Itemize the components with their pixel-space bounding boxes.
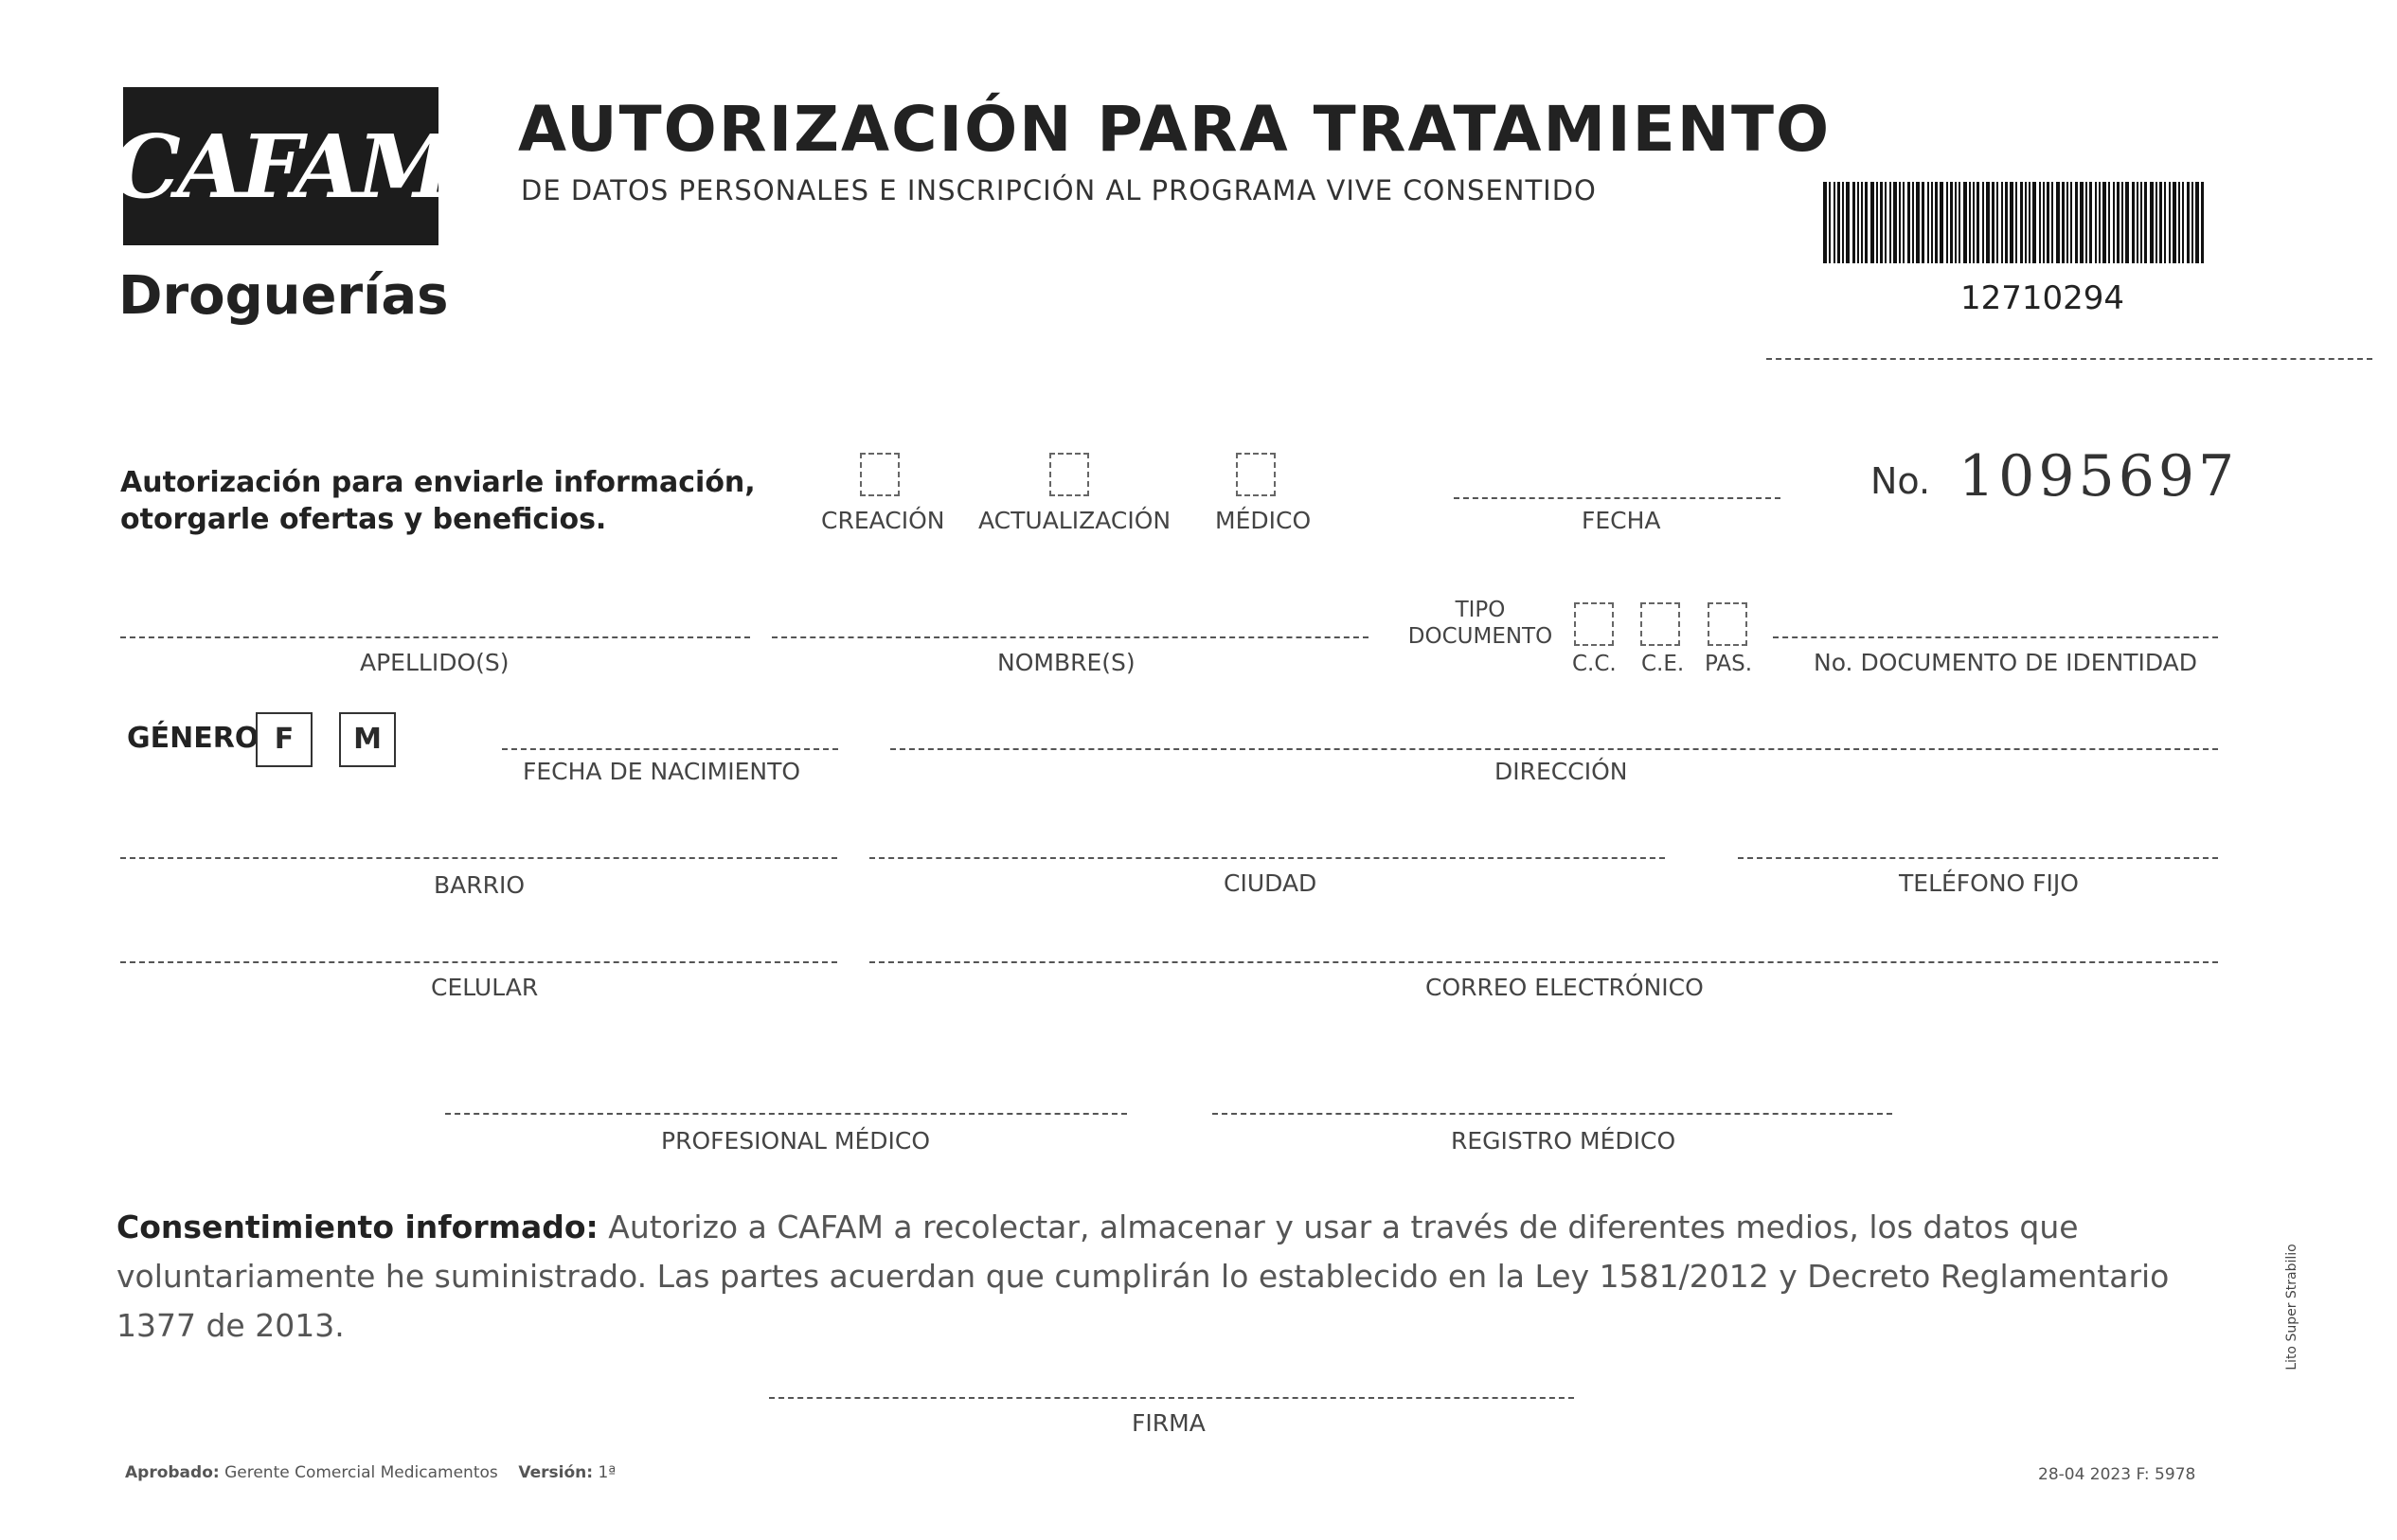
barcode-bar: [2150, 182, 2154, 263]
celular-label: CELULAR: [431, 974, 539, 1001]
barcode-bar: [1940, 182, 1943, 263]
tipo-documento-label: TIPO DOCUMENTO: [1407, 598, 1553, 649]
barcode-bar: [2140, 182, 2142, 263]
barcode-bar: [1982, 182, 1984, 263]
form-number-value: 1095697: [1959, 443, 2239, 510]
barcode-bar: [1916, 182, 1920, 263]
barcode-bar: [1996, 182, 1998, 263]
logo-subtitle: Droguerías: [118, 265, 449, 327]
ciudad-field[interactable]: [869, 857, 1665, 859]
creacion-label: CREACIÓN: [821, 507, 945, 534]
no-documento-label: No. DOCUMENTO DE IDENTIDAD: [1814, 649, 2198, 676]
barrio-field[interactable]: [120, 857, 837, 859]
barcode-bar: [2032, 182, 2036, 263]
barcode-bar: [2015, 182, 2017, 263]
barcode-bar: [1889, 182, 1891, 263]
barcode-bar: [1977, 182, 1979, 263]
authorization-text-line1: Autorización para enviarle información,: [120, 466, 756, 499]
barcode-bar: [2039, 182, 2041, 263]
barcode-bar: [1876, 182, 1878, 263]
barcode-bar: [1931, 182, 1933, 263]
authorization-text: [120, 464, 756, 538]
barcode-bar: [1857, 182, 1859, 263]
barcode-bar: [1992, 182, 1995, 263]
barcode-bar: [2102, 182, 2106, 263]
barcode-bar: [1852, 182, 1855, 263]
registro-medico-field[interactable]: [1212, 1113, 1892, 1115]
barcode-bar: [1912, 182, 1914, 263]
barcode-bar: [2187, 182, 2190, 263]
version-value: 1ª: [598, 1463, 617, 1482]
barcode-bar: [2182, 182, 2184, 263]
barcode-bar: [2137, 182, 2138, 263]
barcode-bar: [2005, 182, 2008, 263]
header-divider: [1766, 358, 2372, 360]
consent-label: Consentimiento informado:: [116, 1209, 599, 1245]
celular-field[interactable]: [120, 961, 837, 963]
barcode-bar: [2201, 182, 2204, 263]
ce-checkbox[interactable]: [1640, 602, 1680, 646]
fecha-field[interactable]: [1454, 497, 1780, 499]
barcode-bar: [2056, 182, 2060, 263]
barcode-bar: [2108, 182, 2110, 263]
cc-checkbox[interactable]: [1574, 602, 1614, 646]
barcode-bar: [2125, 182, 2129, 263]
barcode-bar: [2051, 182, 2053, 263]
direccion-field[interactable]: [890, 748, 2218, 750]
fecha-nacimiento-label: FECHA DE NACIMIENTO: [523, 758, 801, 785]
barcode-bar: [1922, 182, 1924, 263]
barcode-bar: [2144, 182, 2147, 263]
barcode-bar: [2164, 182, 2166, 263]
barcode-bar: [2025, 182, 2027, 263]
barcode-bar: [1899, 182, 1901, 263]
barcode-bar: [1927, 182, 1929, 263]
barcode-bar: [2020, 182, 2023, 263]
correo-field[interactable]: [869, 961, 2218, 963]
firma-field[interactable]: [769, 1397, 1574, 1399]
printer-mark: [2273, 1203, 2311, 1411]
barcode-bar: [1955, 182, 1957, 263]
barcode-image: [1823, 182, 2204, 263]
barcode-bar: [2075, 182, 2078, 263]
genero-label: GÉNERO: [127, 722, 259, 755]
barcode-bar: [2070, 182, 2072, 263]
direccion-label: DIRECCIÓN: [1494, 758, 1628, 785]
correo-label: CORREO ELECTRÓNICO: [1425, 974, 1704, 1001]
barcode-bar: [1907, 182, 1910, 263]
barcode-bar: [1829, 182, 1831, 263]
actualizacion-label: ACTUALIZACIÓN: [978, 507, 1172, 534]
medico-checkbox[interactable]: [1236, 453, 1276, 496]
fecha-nacimiento-field[interactable]: [502, 748, 838, 750]
ce-label: C.E.: [1641, 652, 1685, 676]
profesional-medico-field[interactable]: [445, 1113, 1127, 1115]
fecha-label: FECHA: [1582, 507, 1661, 534]
medico-label: MÉDICO: [1215, 507, 1312, 534]
barcode-bar: [2156, 182, 2157, 263]
barcode-bar: [2080, 182, 2084, 263]
no-documento-field[interactable]: [1773, 636, 2218, 638]
barcode-bar: [2029, 182, 2030, 263]
genero-m-box[interactable]: M: [339, 712, 396, 767]
barcode-bar: [2159, 182, 2162, 263]
firma-label: FIRMA: [1132, 1409, 1206, 1437]
barcode-bar: [1837, 182, 1840, 263]
consent-paragraph: [116, 1203, 2247, 1351]
barcode-bar: [2095, 182, 2097, 263]
barcode-bar: [2191, 182, 2193, 263]
barcode-bar: [1842, 182, 1844, 263]
barcode-bar: [1963, 182, 1967, 263]
profesional-medico-label: PROFESIONAL MÉDICO: [661, 1127, 931, 1155]
barcode-bar: [1969, 182, 1971, 263]
barcode-bar: [2195, 182, 2199, 263]
registro-medico-label: REGISTRO MÉDICO: [1451, 1127, 1676, 1155]
consent-text: Autorizo a CAFAM a recolectar, almacenar y usar a través de diferentes medios, los datos que voluntariamente he suministrado. Las partes acuerdan que cumplirán lo establecido en la Ley 1581/2012 y Decreto Reglamentario 1377 de 2013.: [116, 1209, 2170, 1344]
barcode-bar: [1946, 182, 1948, 263]
barcode-bar: [1935, 182, 1938, 263]
nombres-label: NOMBRE(S): [997, 649, 1136, 676]
barcode-bar: [2062, 182, 2065, 263]
form-title: AUTORIZACIÓN PARA TRATAMIENTO: [518, 93, 1832, 166]
barcode-bar: [1870, 182, 1874, 263]
barcode-bar: [2113, 182, 2115, 263]
barcode-bar: [2010, 182, 2013, 263]
barcode-bar: [2047, 182, 2049, 263]
barrio-label: BARRIO: [434, 871, 526, 899]
barcode-bar: [1950, 182, 1953, 263]
barcode-bar: [1861, 182, 1863, 263]
barcode-bar: [2132, 182, 2135, 263]
nombres-field[interactable]: [772, 636, 1368, 638]
barcode-bar: [2001, 182, 2003, 263]
barcode-bar: [1834, 182, 1835, 263]
barcode-bar: [2043, 182, 2045, 263]
barcode-bar: [1865, 182, 1868, 263]
actualizacion-checkbox[interactable]: [1049, 453, 1089, 496]
barcode-bar: [1959, 182, 1960, 263]
barcode-number: 12710294: [1960, 279, 2125, 317]
barcode-bar: [2066, 182, 2068, 263]
pas-checkbox[interactable]: [1708, 602, 1747, 646]
barcode-bar: [2085, 182, 2087, 263]
barcode-bar: [1893, 182, 1897, 263]
telefono-fijo-label: TELÉFONO FIJO: [1899, 869, 2079, 897]
apellidos-field[interactable]: [120, 636, 750, 638]
form-subtitle: DE DATOS PERSONALES E INSCRIPCIÓN AL PROGRAMA VIVE CONSENTIDO: [521, 174, 1597, 206]
aprobado-label: Aprobado:: [125, 1463, 220, 1482]
barcode-bar: [1823, 182, 1827, 263]
aprobado-value: Gerente Comercial Medicamentos: [224, 1463, 498, 1482]
ciudad-label: CIUDAD: [1224, 869, 1317, 897]
version-label: Versión:: [518, 1463, 594, 1482]
printer-mark-text: Lito Super Strabilio: [2284, 1244, 2299, 1370]
barcode-bar: [2117, 182, 2120, 263]
authorization-text-line2: otorgarle ofertas y beneficios.: [120, 503, 607, 536]
barcode-bar: [2089, 182, 2092, 263]
barcode-bar: [1846, 182, 1850, 263]
form-number-label: No.: [1870, 460, 1931, 502]
barcode-bar: [1973, 182, 1975, 263]
barcode-bar: [1986, 182, 1990, 263]
creacion-checkbox[interactable]: [860, 453, 900, 496]
barcode-bar: [2099, 182, 2101, 263]
barcode-bar: [2178, 182, 2180, 263]
genero-f-box[interactable]: F: [256, 712, 313, 767]
cafam-logo: CAFAM: [123, 87, 438, 245]
footer-approval: [125, 1463, 616, 1482]
apellidos-label: APELLIDO(S): [360, 649, 510, 676]
barcode-bar: [1885, 182, 1887, 263]
barcode-bar: [2173, 182, 2176, 263]
barcode-bar: [2169, 182, 2171, 263]
telefono-fijo-field[interactable]: [1738, 857, 2218, 859]
barcode-bar: [1880, 182, 1883, 263]
footer-date-code: 28-04 2023 F: 5978: [2038, 1465, 2196, 1484]
cc-label: C.C.: [1572, 652, 1617, 676]
barcode-bar: [2121, 182, 2123, 263]
barcode-bar: [1903, 182, 1905, 263]
pas-label: PAS.: [1705, 652, 1753, 676]
